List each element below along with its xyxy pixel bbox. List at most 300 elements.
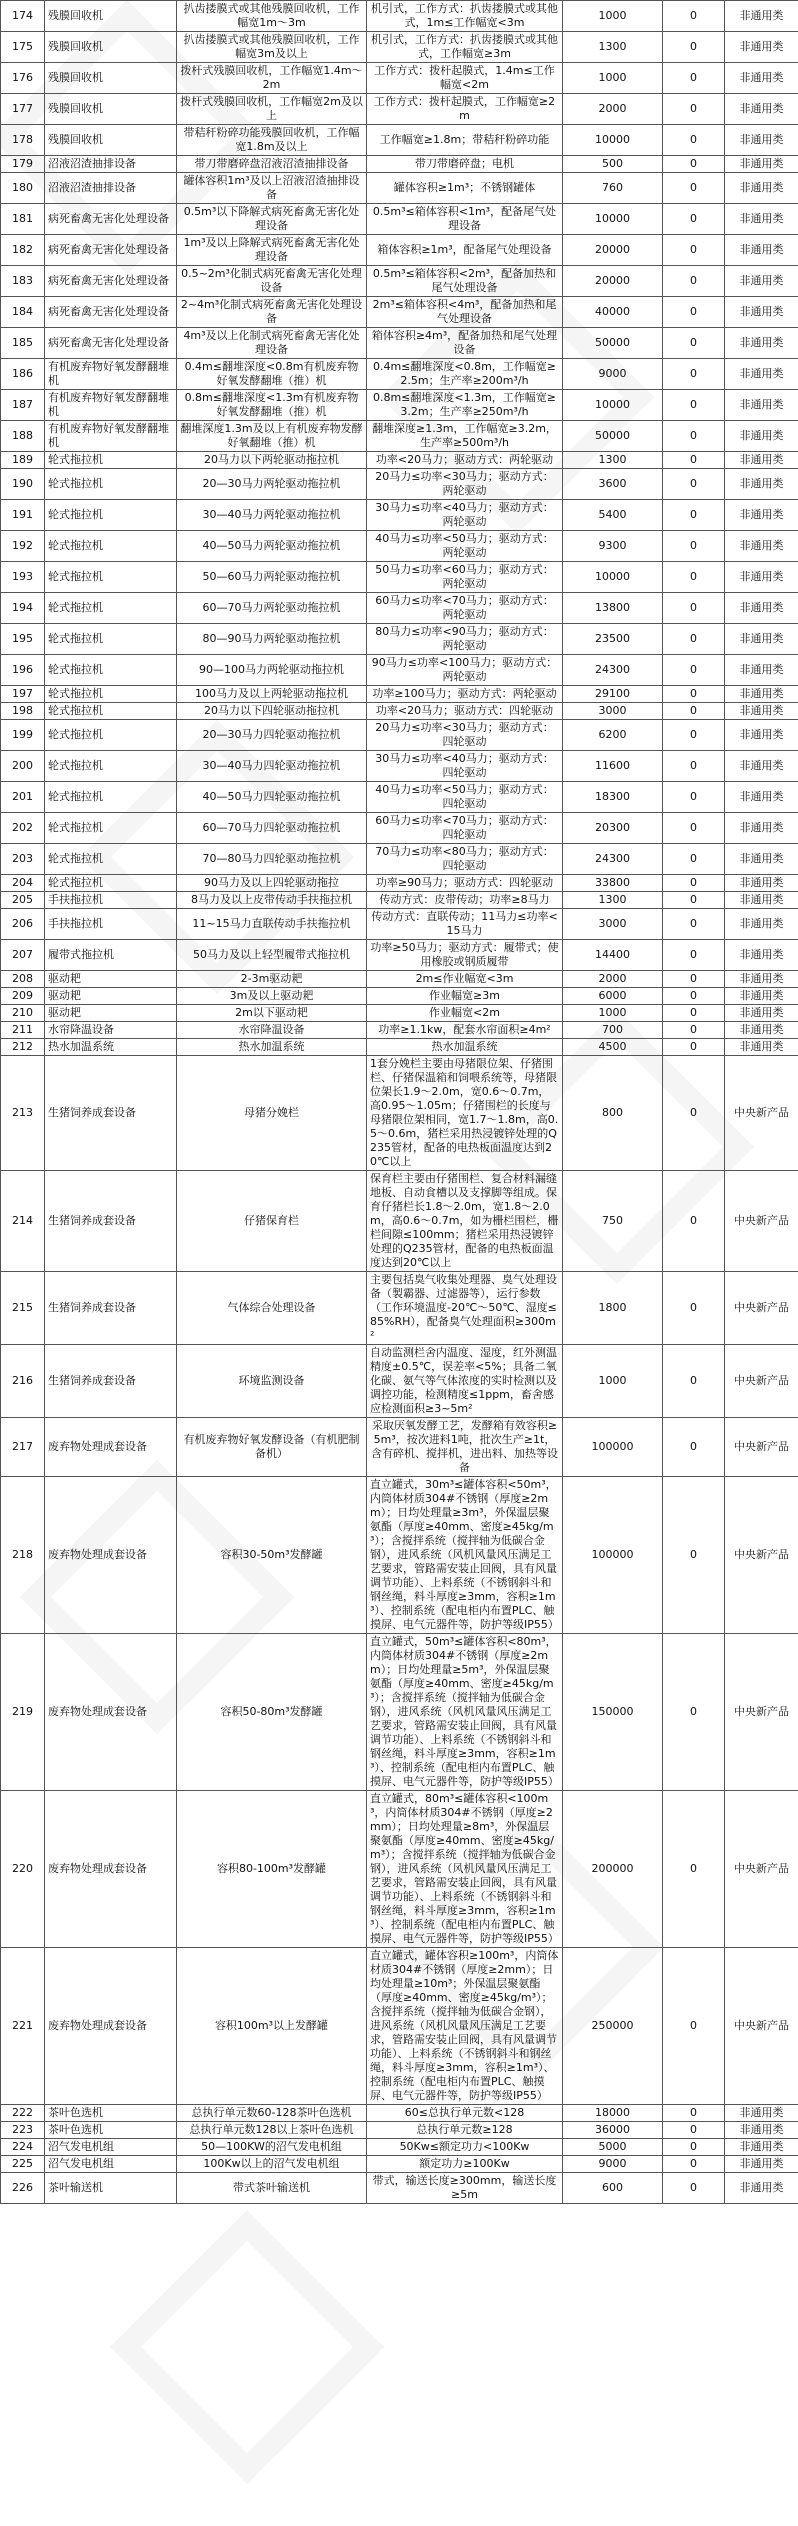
subsidy-amount: 10000	[563, 125, 663, 156]
table-row	[1, 875, 798, 892]
table-row	[1, 1056, 798, 1171]
extra-amount: 0	[663, 1005, 725, 1022]
row-number: 222	[1, 2105, 45, 2122]
item-name: 轮式拖拉机	[45, 624, 177, 655]
item-description: 容积30-50m³发酵罐	[177, 1477, 367, 1634]
item-description: 11~15马力直联传动手扶拖拉机	[177, 909, 367, 940]
extra-amount: 0	[663, 655, 725, 686]
subsidy-amount: 9300	[563, 531, 663, 562]
category: 非通用类	[725, 2173, 798, 2204]
table-row	[1, 1948, 798, 2105]
extra-amount: 0	[663, 452, 725, 469]
item-spec: 2m≤作业幅宽<3m	[367, 971, 563, 988]
row-number: 188	[1, 421, 45, 452]
category: 非通用类	[725, 2122, 798, 2139]
item-spec: 传动方式：皮带传动；功率≥8马力	[367, 892, 563, 909]
row-number: 178	[1, 125, 45, 156]
item-spec: 40马力≤功率<50马力；驱动方式：两轮驱动	[367, 531, 563, 562]
item-description: 拨杆式残膜回收机，工作幅宽1.4m～2m	[177, 63, 367, 94]
category: 非通用类	[725, 125, 798, 156]
item-name: 轮式拖拉机	[45, 562, 177, 593]
item-description: 仔猪保育栏	[177, 1171, 367, 1272]
item-spec: 作业幅宽≥3m	[367, 988, 563, 1005]
item-spec: 工作方式：拨杆起膜式，1.4m≤工作幅宽<2m	[367, 63, 563, 94]
item-name: 废弃物处理成套设备	[45, 1791, 177, 1948]
extra-amount: 0	[663, 813, 725, 844]
item-name: 手扶拖拉机	[45, 909, 177, 940]
subsidy-amount: 14400	[563, 940, 663, 971]
category: 中央新产品	[725, 1345, 798, 1418]
subsidy-amount: 9000	[563, 359, 663, 390]
item-description: 30—40马力两轮驱动拖拉机	[177, 500, 367, 531]
table-row	[1, 125, 798, 156]
item-spec: 传动方式：直联传动；11马力≤功率<15马力	[367, 909, 563, 940]
item-spec: 罐体容积≥1m³；不锈钢罐体	[367, 173, 563, 204]
subsidy-amount: 29100	[563, 686, 663, 703]
extra-amount: 0	[663, 844, 725, 875]
row-number: 217	[1, 1418, 45, 1477]
subsidy-amount: 10000	[563, 562, 663, 593]
table-row	[1, 235, 798, 266]
row-number: 214	[1, 1171, 45, 1272]
extra-amount: 0	[663, 390, 725, 421]
item-name: 有机废弃物好氧发酵翻堆机	[45, 421, 177, 452]
category: 非通用类	[725, 593, 798, 624]
item-spec: 40马力≤功率<50马力；驱动方式：四轮驱动	[367, 782, 563, 813]
row-number: 204	[1, 875, 45, 892]
extra-amount: 0	[663, 531, 725, 562]
table-row	[1, 2122, 798, 2139]
item-description: 20—30马力两轮驱动拖拉机	[177, 469, 367, 500]
row-number: 203	[1, 844, 45, 875]
category: 非通用类	[725, 988, 798, 1005]
item-name: 生猪饲养成套设备	[45, 1171, 177, 1272]
extra-amount: 0	[663, 1, 725, 32]
category: 非通用类	[725, 156, 798, 173]
item-spec: 功率≥100马力；驱动方式：两轮驱动	[367, 686, 563, 703]
item-spec: 0.5m³≤箱体容积<1m³，配备尾气处理设备	[367, 204, 563, 235]
item-description: 8马力及以上皮带传动手扶拖拉机	[177, 892, 367, 909]
category: 中央新产品	[725, 1056, 798, 1171]
item-description: 扒齿搂膜式或其他残膜回收机，工作幅宽1m～3m	[177, 1, 367, 32]
item-name: 沼液沼渣抽排设备	[45, 156, 177, 173]
item-description: 40—50马力两轮驱动拖拉机	[177, 531, 367, 562]
category: 非通用类	[725, 204, 798, 235]
item-description: 有机废弃物好氧发酵设备（有机肥制备机）	[177, 1418, 367, 1477]
item-description: 0.5m³以下降解式病死畜禽无害化处理设备	[177, 204, 367, 235]
table-row	[1, 1634, 798, 1791]
item-description: 50—60马力两轮驱动拖拉机	[177, 562, 367, 593]
row-number: 180	[1, 173, 45, 204]
category: 非通用类	[725, 452, 798, 469]
item-spec: 0.4m≤翻堆深度<0.8m，工作幅宽≥2.5m；生产率≥200m³/h	[367, 359, 563, 390]
item-name: 手扶拖拉机	[45, 892, 177, 909]
item-description: 总执行单元数128以上茶叶色选机	[177, 2122, 367, 2139]
extra-amount: 0	[663, 1791, 725, 1948]
item-name: 病死畜禽无害化处理设备	[45, 297, 177, 328]
item-description: 100马力及以上两轮驱动拖拉机	[177, 686, 367, 703]
subsidy-amount: 1300	[563, 452, 663, 469]
item-name: 残膜回收机	[45, 63, 177, 94]
item-name: 生猪饲养成套设备	[45, 1345, 177, 1418]
row-number: 223	[1, 2122, 45, 2139]
item-description: 带秸秆粉碎功能残膜回收机，工作幅宽1.8m及以上	[177, 125, 367, 156]
item-spec: 直立罐式，罐体容积≥100m³，内筒体材质304#不锈钢（厚度≥2mm）；日均处理量≥10m³；外保温层聚氨酯（厚度≥40mm、密度≥45kg/m³）；含搅拌系统（搅拌轴为低碳合金钢），进风系统（风机风量风压满足工艺要求，管路需安装止回阀，具有风量调节功能）、上料系统（不锈钢斜斗和钢丝绳，料斗厚度≥3mm，容积≥1m³）、控制系统（配电柜内布置PLC、触摸屏、电气元器件等，防护等级IP55）	[367, 1948, 563, 2105]
category: 中央新产品	[725, 1477, 798, 1634]
category: 非通用类	[725, 940, 798, 971]
category: 非通用类	[725, 751, 798, 782]
extra-amount: 0	[663, 359, 725, 390]
row-number: 209	[1, 988, 45, 1005]
item-name: 轮式拖拉机	[45, 531, 177, 562]
extra-amount: 0	[663, 720, 725, 751]
table-row	[1, 266, 798, 297]
subsidy-amount: 1000	[563, 1, 663, 32]
table-row	[1, 1418, 798, 1477]
row-number: 226	[1, 2173, 45, 2204]
subsidy-amount: 1000	[563, 1005, 663, 1022]
table-row	[1, 1171, 798, 1272]
item-spec: 1套分娩栏主要由母猪限位架、仔猪围栏、仔猪保温箱和饲喂系统等，母猪限位架长1.9～2.0m，宽0.6～0.7m，高0.95～1.05m；仔猪围栏的长度与母猪限位架相同，宽1.7～1.8m，高0.5～0.6m，猪栏采用热浸镀锌处理的Q235管材，配备的电热板面温度达到20℃以上	[367, 1056, 563, 1171]
item-name: 轮式拖拉机	[45, 782, 177, 813]
table-row	[1, 1345, 798, 1418]
row-number: 215	[1, 1272, 45, 1345]
row-number: 179	[1, 156, 45, 173]
item-spec: 0.5m³≤箱体容积<2m³，配备加热和尾气处理设备	[367, 266, 563, 297]
item-description: 20马力以下两轮驱动拖拉机	[177, 452, 367, 469]
item-name: 茶叶色选机	[45, 2122, 177, 2139]
table-row	[1, 844, 798, 875]
extra-amount: 0	[663, 971, 725, 988]
subsidy-amount: 24300	[563, 844, 663, 875]
row-number: 196	[1, 655, 45, 686]
item-spec: 箱体容积≥1m³，配备尾气处理设备	[367, 235, 563, 266]
subsidy-amount: 9000	[563, 2156, 663, 2173]
row-number: 218	[1, 1477, 45, 1634]
item-name: 水帘降温设备	[45, 1022, 177, 1039]
subsidy-amount: 200000	[563, 1791, 663, 1948]
item-spec: 功率≥1.1kw，配套水帘面积≥4m²	[367, 1022, 563, 1039]
item-spec: 工作幅宽≥1.8m；带秸秆粉碎功能	[367, 125, 563, 156]
extra-amount: 0	[663, 1171, 725, 1272]
item-name: 病死畜禽无害化处理设备	[45, 204, 177, 235]
item-name: 轮式拖拉机	[45, 655, 177, 686]
subsidy-amount: 3000	[563, 703, 663, 720]
item-name: 残膜回收机	[45, 32, 177, 63]
subsidy-amount: 2000	[563, 971, 663, 988]
subsidy-amount: 100000	[563, 1418, 663, 1477]
row-number: 176	[1, 63, 45, 94]
category: 非通用类	[725, 909, 798, 940]
extra-amount: 0	[663, 2156, 725, 2173]
item-name: 有机废弃物好氧发酵翻堆机	[45, 390, 177, 421]
subsidy-amount: 18000	[563, 2105, 663, 2122]
extra-amount: 0	[663, 940, 725, 971]
table-row	[1, 1477, 798, 1634]
item-spec: 50Kw≤额定功力<100Kw	[367, 2139, 563, 2156]
item-description: 翻堆深度1.3m及以上有机废弃物发酵好氧翻堆（推）机	[177, 421, 367, 452]
category: 非通用类	[725, 562, 798, 593]
row-number: 185	[1, 328, 45, 359]
row-number: 198	[1, 703, 45, 720]
subsidy-amount: 36000	[563, 2122, 663, 2139]
extra-amount: 0	[663, 1345, 725, 1418]
item-name: 驱动耙	[45, 988, 177, 1005]
extra-amount: 0	[663, 1948, 725, 2105]
category: 非通用类	[725, 971, 798, 988]
table-row	[1, 940, 798, 971]
extra-amount: 0	[663, 204, 725, 235]
item-name: 废弃物处理成套设备	[45, 1477, 177, 1634]
table-row	[1, 421, 798, 452]
row-number: 202	[1, 813, 45, 844]
subsidy-amount: 150000	[563, 1634, 663, 1791]
table-row	[1, 469, 798, 500]
item-name: 废弃物处理成套设备	[45, 1418, 177, 1477]
item-description: 3m及以上驱动耙	[177, 988, 367, 1005]
row-number: 197	[1, 686, 45, 703]
item-description: 80—90马力两轮驱动拖拉机	[177, 624, 367, 655]
subsidy-amount: 1000	[563, 1345, 663, 1418]
extra-amount: 0	[663, 1634, 725, 1791]
extra-amount: 0	[663, 500, 725, 531]
item-name: 茶叶色选机	[45, 2105, 177, 2122]
table-row	[1, 1022, 798, 1039]
extra-amount: 0	[663, 1272, 725, 1345]
extra-amount: 0	[663, 63, 725, 94]
row-number: 194	[1, 593, 45, 624]
category: 非通用类	[725, 297, 798, 328]
category: 非通用类	[725, 1, 798, 32]
item-spec: 功率<20马力；驱动方式：四轮驱动	[367, 703, 563, 720]
item-spec: 工作方式：拨杆起膜式，工作幅宽≥2m	[367, 94, 563, 125]
item-description: 水帘降温设备	[177, 1022, 367, 1039]
table-row	[1, 562, 798, 593]
item-spec: 80马力≤功率<90马力；驱动方式：两轮驱动	[367, 624, 563, 655]
row-number: 210	[1, 1005, 45, 1022]
category: 非通用类	[725, 500, 798, 531]
subsidy-amount: 250000	[563, 1948, 663, 2105]
item-spec: 90马力≤功率<100马力；驱动方式：两轮驱动	[367, 655, 563, 686]
item-spec: 60≤总执行单元数<128	[367, 2105, 563, 2122]
table-body	[1, 1, 798, 2204]
extra-amount: 0	[663, 2173, 725, 2204]
table-row	[1, 359, 798, 390]
extra-amount: 0	[663, 32, 725, 63]
item-spec: 功率≥50马力；驱动方式：履带式；使用橡胶或钢质履带	[367, 940, 563, 971]
item-name: 轮式拖拉机	[45, 469, 177, 500]
item-description: 0.5~2m³化制式病死畜禽无害化处理设备	[177, 266, 367, 297]
item-description: 母猪分娩栏	[177, 1056, 367, 1171]
table-row	[1, 686, 798, 703]
table-row	[1, 156, 798, 173]
item-spec: 采取厌氧发酵工艺，发酵箱有效容积≥5m³，按次进料1吨，批次生产≥1t，含有碎机、搅拌机，进出料、加热等设备	[367, 1418, 563, 1477]
item-name: 残膜回收机	[45, 1, 177, 32]
row-number: 221	[1, 1948, 45, 2105]
table-row	[1, 892, 798, 909]
row-number: 192	[1, 531, 45, 562]
table-row	[1, 703, 798, 720]
category: 非通用类	[725, 686, 798, 703]
item-name: 轮式拖拉机	[45, 720, 177, 751]
subsidy-amount: 33800	[563, 875, 663, 892]
category: 非通用类	[725, 720, 798, 751]
subsidy-amount: 6200	[563, 720, 663, 751]
item-name: 有机废弃物好氧发酵翻堆机	[45, 359, 177, 390]
item-spec: 直立罐式，30m³≤罐体容积<50m³，内筒体材质304#不锈钢（厚度≥2mm）；日均处理量≥3m³，外保温层聚氨酯（厚度≥40mm、密度≥45kg/m³）；含搅拌系统（搅拌轴为低碳合金钢），进风系统（风机风量风压满足工艺要求，管路需安装止回阀，具有风量调节功能）、上料系统（不锈钢斜斗和钢丝绳，料斗厚度≥3mm，容积≥1m³）、控制系统（配电柜内布置PLC、触摸屏、电气元器件等，防护等级IP55）	[367, 1477, 563, 1634]
table-row	[1, 500, 798, 531]
row-number: 177	[1, 94, 45, 125]
category: 中央新产品	[725, 1948, 798, 2105]
row-number: 184	[1, 297, 45, 328]
table-row	[1, 1272, 798, 1345]
table-row	[1, 1791, 798, 1948]
extra-amount: 0	[663, 988, 725, 1005]
row-number: 201	[1, 782, 45, 813]
item-spec: 自动监测栏舍内温度、湿度，红外测温精度±0.5℃，误差率<5%；具备二氧化碳、氨气等气体浓度的实时检测以及调控功能，检测精度≤1ppm，畜舍感应检测面积≥3~5m²	[367, 1345, 563, 1418]
extra-amount: 0	[663, 297, 725, 328]
row-number: 186	[1, 359, 45, 390]
extra-amount: 0	[663, 94, 725, 125]
category: 非通用类	[725, 32, 798, 63]
row-number: 182	[1, 235, 45, 266]
extra-amount: 0	[663, 173, 725, 204]
item-description: 容积100m³以上发酵罐	[177, 1948, 367, 2105]
item-spec: 直立罐式，50m³≤罐体容积<80m³，内筒体材质304#不锈钢（厚度≥2mm）；日均处理量≥5m³，外保温层聚氨酯（厚度≥40mm、密度≥45kg/m³）；含搅拌系统（搅拌轴为低碳合金钢），进风系统（风机风量风压满足工艺要求，管路需安装止回阀，具有风量调节功能）、上料系统（不锈钢斜斗和钢丝绳，料斗厚度≥3mm，容积≥1m³）、控制系统（配电柜内布置PLC、触摸屏、电气元器件等，防护等级IP55）	[367, 1634, 563, 1791]
item-name: 沼液沼渣抽排设备	[45, 173, 177, 204]
item-spec: 功率≥90马力；驱动方式：四轮驱动	[367, 875, 563, 892]
item-spec: 带刀带磨碎盘；电机	[367, 156, 563, 173]
category: 非通用类	[725, 531, 798, 562]
item-description: 70—80马力四轮驱动拖拉机	[177, 844, 367, 875]
item-spec: 20马力≤功率<30马力；驱动方式：四轮驱动	[367, 720, 563, 751]
row-number: 208	[1, 971, 45, 988]
item-description: 环境监测设备	[177, 1345, 367, 1418]
subsidy-amount: 23500	[563, 624, 663, 655]
subsidy-amount: 1800	[563, 1272, 663, 1345]
row-number: 174	[1, 1, 45, 32]
subsidy-amount: 760	[563, 173, 663, 204]
item-spec: 70马力≤功率<80马力；驱动方式：四轮驱动	[367, 844, 563, 875]
item-spec: 机引式，工作方式：扒齿搂膜式或其他式，工作幅宽≥3m	[367, 32, 563, 63]
item-description: 0.8m≤翻堆深度<1.3m有机废弃物好氧发酵翻堆（推）机	[177, 390, 367, 421]
extra-amount: 0	[663, 469, 725, 500]
table-row	[1, 782, 798, 813]
item-name: 沼气发电机组	[45, 2139, 177, 2156]
row-number: 181	[1, 204, 45, 235]
item-description: 100Kw以上的沼气发电机组	[177, 2156, 367, 2173]
item-name: 驱动耙	[45, 971, 177, 988]
item-name: 轮式拖拉机	[45, 703, 177, 720]
subsidy-amount: 750	[563, 1171, 663, 1272]
subsidy-amount: 700	[563, 1022, 663, 1039]
row-number: 220	[1, 1791, 45, 1948]
category: 非通用类	[725, 266, 798, 297]
item-spec: 机引式，工作方式：扒齿搂膜式或其他式，1m≤工作幅宽<3m	[367, 1, 563, 32]
item-spec: 主要包括臭气收集处理器、臭气处理设备（製霸器、过滤器等），运行参数（工作环境温度-20℃～50℃、湿度≤85%RH），配备臭气处理面积≥300m²	[367, 1272, 563, 1345]
extra-amount: 0	[663, 1022, 725, 1039]
category: 中央新产品	[725, 1634, 798, 1791]
item-spec: 60马力≤功率<70马力；驱动方式：四轮驱动	[367, 813, 563, 844]
table-row	[1, 2173, 798, 2204]
item-name: 病死畜禽无害化处理设备	[45, 266, 177, 297]
item-name: 沼气发电机组	[45, 2156, 177, 2173]
table-row	[1, 94, 798, 125]
item-name: 病死畜禽无害化处理设备	[45, 235, 177, 266]
extra-amount: 0	[663, 1056, 725, 1171]
item-description: 容积80-100m³发酵罐	[177, 1791, 367, 1948]
category: 非通用类	[725, 1022, 798, 1039]
item-description: 40—50马力四轮驱动拖拉机	[177, 782, 367, 813]
subsidy-amount: 5000	[563, 2139, 663, 2156]
row-number: 211	[1, 1022, 45, 1039]
subsidy-amount: 10000	[563, 390, 663, 421]
item-name: 茶叶输送机	[45, 2173, 177, 2204]
table-row	[1, 909, 798, 940]
category: 非通用类	[725, 2105, 798, 2122]
subsidy-amount: 600	[563, 2173, 663, 2204]
item-name: 生猪饲养成套设备	[45, 1056, 177, 1171]
table-row	[1, 390, 798, 421]
item-spec: 热水加温系统	[367, 1039, 563, 1056]
table-row	[1, 971, 798, 988]
item-name: 轮式拖拉机	[45, 751, 177, 782]
extra-amount: 0	[663, 2139, 725, 2156]
category: 非通用类	[725, 359, 798, 390]
subsidy-amount: 13800	[563, 593, 663, 624]
extra-amount: 0	[663, 2105, 725, 2122]
subsidy-amount: 24300	[563, 655, 663, 686]
subsidy-amount: 50000	[563, 421, 663, 452]
row-number: 199	[1, 720, 45, 751]
item-name: 残膜回收机	[45, 125, 177, 156]
table-row	[1, 1039, 798, 1056]
item-spec: 30马力≤功率<40马力；驱动方式：两轮驱动	[367, 500, 563, 531]
extra-amount: 0	[663, 235, 725, 266]
category: 非通用类	[725, 892, 798, 909]
row-number: 193	[1, 562, 45, 593]
category: 非通用类	[725, 624, 798, 655]
category: 非通用类	[725, 1005, 798, 1022]
item-spec: 额定功力≥100Kw	[367, 2156, 563, 2173]
subsidy-amount: 11600	[563, 751, 663, 782]
category: 非通用类	[725, 469, 798, 500]
subsidy-amount: 20300	[563, 813, 663, 844]
category: 中央新产品	[725, 1418, 798, 1477]
row-number: 206	[1, 909, 45, 940]
category: 非通用类	[725, 1039, 798, 1056]
category: 非通用类	[725, 94, 798, 125]
subsidy-amount: 100000	[563, 1477, 663, 1634]
item-name: 轮式拖拉机	[45, 686, 177, 703]
row-number: 216	[1, 1345, 45, 1418]
extra-amount: 0	[663, 782, 725, 813]
category: 非通用类	[725, 875, 798, 892]
subsidy-amount: 10000	[563, 204, 663, 235]
subsidy-amount: 6000	[563, 988, 663, 1005]
subsidy-amount: 500	[563, 156, 663, 173]
table-row	[1, 63, 798, 94]
subsidy-amount: 1300	[563, 32, 663, 63]
subsidy-amount: 3600	[563, 469, 663, 500]
extra-amount: 0	[663, 686, 725, 703]
category: 中央新产品	[725, 1791, 798, 1948]
category: 非通用类	[725, 421, 798, 452]
extra-amount: 0	[663, 909, 725, 940]
row-number: 205	[1, 892, 45, 909]
item-spec: 0.8m≤翻堆深度<1.3m，工作幅宽≥3.2m；生产率≥250m³/h	[367, 390, 563, 421]
extra-amount: 0	[663, 703, 725, 720]
